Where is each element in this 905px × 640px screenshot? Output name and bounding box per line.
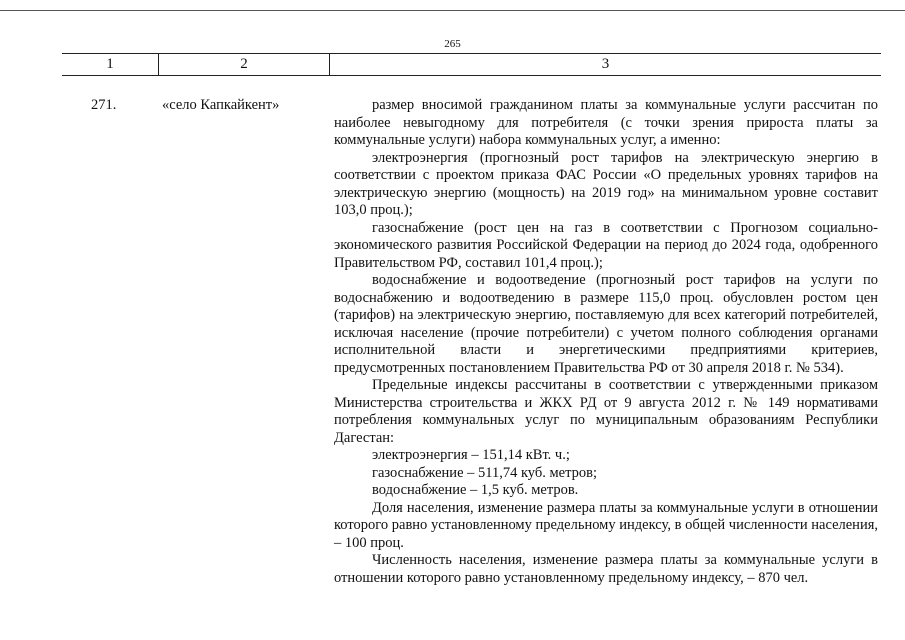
top-border-line xyxy=(0,10,905,11)
paragraph: размер вносимой гражданином платы за коммунальные услуги рассчитан по наиболее невыгодному для потребителя (с точки зрения прироста платы за коммунальные услуги) набора коммунальных услуг, а именно: xyxy=(334,97,878,148)
table-header-row xyxy=(62,53,881,76)
paragraph: электроэнергия (прогнозный рост тарифов на электрическую энергию в соответствии с проектом приказа ФАС России «О предельных уровнях тарифов на электрическую энергию (мощность) на 2019 год» на минимальном уровне составит 103,0 проц.); xyxy=(334,149,878,218)
row-number: 271. xyxy=(91,97,117,113)
paragraph: водоснабжение и водоотведение (прогнозный рост тарифов на услуги по водоснабжению и водоотведению в размере 115,0 проц. обусловлен ростом цен (тарифов) на электрическую энергию, поставляемую для всех категорий потребителей, исключая население (прочие потребители) с учетом полного соблюдения органами исполнительной власти и энергетическими предприятиями критериев, предусмотренных постановлением Правительства РФ от 30 апреля 2018 г. № 534). xyxy=(334,272,878,376)
paragraph: Численность населения, изменение размера платы за коммунальные услуги в отношении которого равно установленному предельному индексу, – 870 чел. xyxy=(334,552,878,586)
paragraph: водоснабжение – 1,5 куб. метров. xyxy=(372,482,579,498)
header-col-1: 1 xyxy=(62,54,159,75)
page-number: 265 xyxy=(444,38,461,50)
row-place-name: «село Капкайкент» xyxy=(162,97,280,113)
paragraph: газоснабжение (рост цен на газ в соответствии с Прогнозом социально-экономического развития Российской Федерации на период до 2024 года, одобренного Правительством РФ, составил 101,4 проц.); xyxy=(334,219,878,271)
header-col-3: 3 xyxy=(601,56,610,72)
paragraph: Доля населения, изменение размера платы за коммунальные услуги в отношении которого равно установленному предельному индексу, в общей численности населения, – 100 проц. xyxy=(334,499,878,551)
header-col-2: 2 xyxy=(159,54,330,75)
paragraph: Предельные индексы рассчитаны в соответствии с утвержденными приказом Министерства строительства и ЖКХ РД от 9 августа 2012 г. № 149 нормативами потребления коммунальных услуг по муниципальным образованиям Республики Дагестан: xyxy=(334,377,878,446)
paragraph: газоснабжение – 511,74 куб. метров; xyxy=(372,464,597,481)
paragraph: электроэнергия – 151,14 кВт. ч.; xyxy=(372,447,570,463)
row-content xyxy=(334,97,878,587)
